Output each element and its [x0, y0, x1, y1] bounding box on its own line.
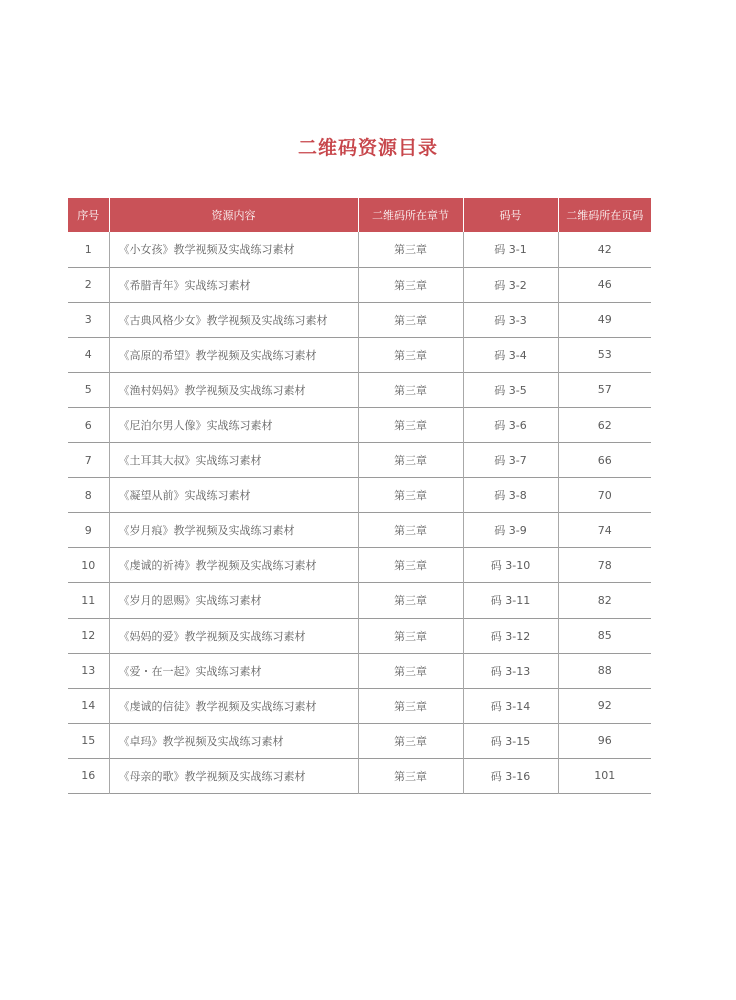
table-row	[68, 267, 651, 302]
table-row	[68, 723, 651, 758]
cell-chapter: 第三章	[358, 478, 463, 513]
page-title: 二维码资源目录	[297, 137, 438, 159]
table-header-row	[68, 198, 651, 232]
cell-code-number: 码 3-16	[463, 758, 558, 793]
cell-index: 13	[81, 664, 96, 678]
cell-page-number: 88	[558, 653, 651, 688]
cell-chapter: 第三章	[358, 758, 463, 793]
table-row	[68, 302, 651, 337]
cell-code-number: 码 3-1	[463, 232, 558, 267]
cell-index: 12	[81, 629, 96, 643]
cell-code-number: 码 3-15	[463, 723, 558, 758]
table-row	[68, 513, 651, 548]
cell-code-number: 码 3-13	[463, 653, 558, 688]
cell-index: 6	[84, 418, 92, 432]
cell-resource-content: 《希腊青年》实战练习素材	[109, 267, 358, 302]
cell-chapter: 第三章	[358, 372, 463, 407]
cell-resource-content: 《岁月痕》教学视频及实战练习素材	[109, 513, 358, 548]
cell-resource-content: 《妈妈的爱》教学视频及实战练习素材	[109, 618, 358, 653]
cell-chapter: 第三章	[358, 583, 463, 618]
cell-index: 1	[84, 242, 92, 256]
header-resource-content: 资源内容	[109, 198, 358, 232]
cell-index: 11	[81, 593, 96, 607]
cell-index: 5	[84, 383, 92, 397]
cell-resource-content: 《土耳其大叔》实战练习素材	[109, 443, 358, 478]
table-row	[68, 618, 651, 653]
cell-code-number: 码 3-3	[463, 302, 558, 337]
cell-index: 9	[84, 523, 92, 537]
cell-resource-content: 《岁月的恩赐》实战练习素材	[109, 583, 358, 618]
header-code-number: 码号	[463, 198, 558, 232]
cell-page-number: 92	[558, 688, 651, 723]
cell-resource-content: 《卓玛》教学视频及实战练习素材	[109, 723, 358, 758]
cell-page-number: 66	[558, 443, 651, 478]
cell-resource-content: 《爱・在一起》实战练习素材	[109, 653, 358, 688]
cell-code-number: 码 3-10	[463, 548, 558, 583]
cell-resource-content: 《凝望从前》实战练习素材	[109, 478, 358, 513]
cell-chapter: 第三章	[358, 618, 463, 653]
cell-chapter: 第三章	[358, 407, 463, 442]
header-index: 序号	[68, 198, 109, 232]
cell-page-number: 46	[558, 267, 651, 302]
cell-chapter: 第三章	[358, 232, 463, 267]
cell-chapter: 第三章	[358, 267, 463, 302]
cell-resource-content: 《尼泊尔男人像》实战练习素材	[109, 407, 358, 442]
cell-page-number: 49	[558, 302, 651, 337]
cell-code-number: 码 3-4	[463, 337, 558, 372]
cell-page-number: 62	[558, 407, 651, 442]
cell-resource-content: 《小女孩》教学视频及实战练习素材	[109, 232, 358, 267]
table-row	[68, 688, 651, 723]
cell-page-number: 70	[558, 478, 651, 513]
cell-chapter: 第三章	[358, 513, 463, 548]
cell-code-number: 码 3-11	[463, 583, 558, 618]
cell-resource-content: 《母亲的歌》教学视频及实战练习素材	[109, 758, 358, 793]
table-row	[68, 478, 651, 513]
cell-code-number: 码 3-5	[463, 372, 558, 407]
cell-index: 16	[81, 769, 96, 783]
cell-page-number: 96	[558, 723, 651, 758]
cell-chapter: 第三章	[358, 443, 463, 478]
cell-chapter: 第三章	[358, 688, 463, 723]
cell-page-number: 74	[558, 513, 651, 548]
cell-page-number: 57	[558, 372, 651, 407]
header-chapter: 二维码所在章节	[358, 198, 463, 232]
cell-resource-content: 《渔村妈妈》教学视频及实战练习素材	[109, 372, 358, 407]
table-row	[68, 758, 651, 793]
table-row	[68, 372, 651, 407]
cell-page-number: 85	[558, 618, 651, 653]
cell-index: 3	[84, 313, 92, 327]
cell-chapter: 第三章	[358, 337, 463, 372]
cell-code-number: 码 3-8	[463, 478, 558, 513]
cell-code-number: 码 3-6	[463, 407, 558, 442]
table-row	[68, 443, 651, 478]
table-row	[68, 548, 651, 583]
cell-index: 10	[81, 558, 96, 572]
cell-index: 4	[84, 348, 92, 362]
table-body	[68, 232, 651, 794]
cell-index: 8	[84, 488, 92, 502]
cell-chapter: 第三章	[358, 653, 463, 688]
table-row	[68, 232, 651, 267]
cell-code-number: 码 3-2	[463, 267, 558, 302]
cell-code-number: 码 3-12	[463, 618, 558, 653]
cell-index: 2	[84, 278, 92, 292]
cell-code-number: 码 3-9	[463, 513, 558, 548]
cell-resource-content: 《古典风格少女》教学视频及实战练习素材	[109, 302, 358, 337]
cell-index: 7	[84, 453, 92, 467]
cell-index: 14	[81, 699, 96, 713]
table-row	[68, 653, 651, 688]
cell-chapter: 第三章	[358, 302, 463, 337]
cell-page-number: 53	[558, 337, 651, 372]
header-page-number: 二维码所在页码	[558, 198, 651, 232]
cell-chapter: 第三章	[358, 548, 463, 583]
table-row	[68, 583, 651, 618]
cell-page-number: 101	[558, 758, 651, 793]
cell-index: 15	[81, 734, 96, 748]
cell-resource-content: 《高原的希望》教学视频及实战练习素材	[109, 337, 358, 372]
table-row	[68, 337, 651, 372]
cell-resource-content: 《虔诚的信徒》教学视频及实战练习素材	[109, 688, 358, 723]
cell-page-number: 82	[558, 583, 651, 618]
resource-table	[68, 198, 651, 794]
cell-page-number: 42	[558, 232, 651, 267]
cell-code-number: 码 3-14	[463, 688, 558, 723]
table-row	[68, 407, 651, 442]
cell-resource-content: 《虔诚的祈祷》教学视频及实战练习素材	[109, 548, 358, 583]
cell-chapter: 第三章	[358, 723, 463, 758]
cell-page-number: 78	[558, 548, 651, 583]
cell-code-number: 码 3-7	[463, 443, 558, 478]
